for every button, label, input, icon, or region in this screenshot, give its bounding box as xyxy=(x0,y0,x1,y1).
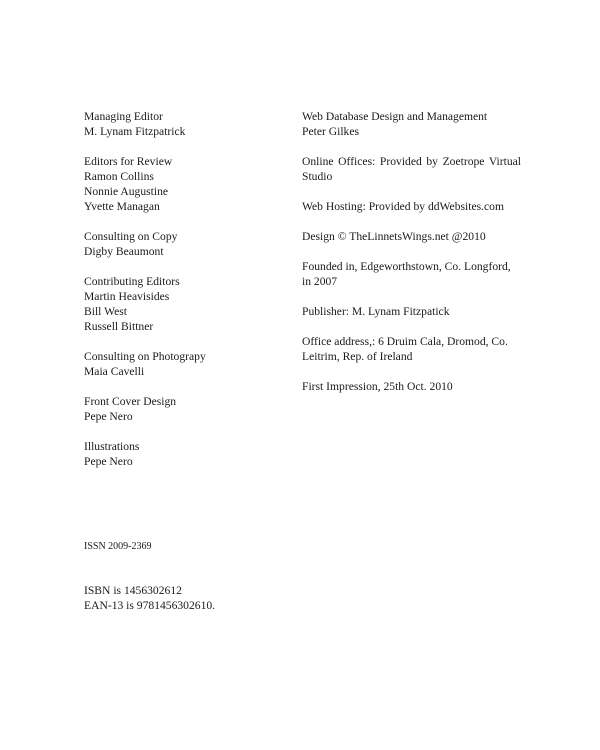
credit-block-contributing-editors xyxy=(84,274,284,334)
credit-heading: Contributing Editors xyxy=(84,275,180,288)
publisher-text: Publisher: M. Lynam Fitzpatick xyxy=(302,305,450,318)
credit-heading: Editors for Review xyxy=(84,155,173,168)
credit-name: Nonnie Augustine xyxy=(84,185,169,198)
credit-heading: Illustrations xyxy=(84,440,140,453)
web-hosting-text: Web Hosting: Provided by ddWebsites.com xyxy=(302,200,504,213)
online-offices-text: Online Offices: Provided by Zoetrope Virtual Studio xyxy=(302,155,521,183)
credit-heading: Consulting on Photograpy xyxy=(84,350,206,363)
credit-name: Martin Heavisides xyxy=(84,290,170,303)
credit-block-illustrations xyxy=(84,439,284,469)
credit-name: Bill West xyxy=(84,305,127,318)
credit-block-front-cover-design xyxy=(84,394,284,424)
credit-name: Pepe Nero xyxy=(84,455,133,468)
masthead-left-column xyxy=(84,109,284,484)
credit-block-managing-editor xyxy=(84,109,284,139)
first-impression-text: First Impression, 25th Oct. 2010 xyxy=(302,380,453,393)
credit-name: Maia Cavelli xyxy=(84,365,145,378)
ean-number: EAN-13 is 9781456302610. xyxy=(84,599,216,612)
isbn-block xyxy=(84,583,215,613)
isbn-number: ISBN is 1456302612 xyxy=(84,584,182,597)
credit-name: Yvette Managan xyxy=(84,200,160,213)
credit-name: M. Lynam Fitzpatrick xyxy=(84,125,186,138)
credit-name: Digby Beaumont xyxy=(84,245,164,258)
office-address-text: Office address,: 6 Druim Cala, Dromod, Co. Leitrim, Rep. of Ireland xyxy=(302,335,508,363)
credit-heading: Web Database Design and Management xyxy=(302,110,488,123)
credit-name: Russell Bittner xyxy=(84,320,154,333)
credit-block-editors-for-review xyxy=(84,154,284,214)
credit-name: Pepe Nero xyxy=(84,410,133,423)
issn-number: ISSN 2009-2369 xyxy=(84,541,152,552)
credit-name: Ramon Collins xyxy=(84,170,154,183)
credit-block-consulting-on-copy xyxy=(84,229,284,259)
credit-block-consulting-on-photography xyxy=(84,349,284,379)
credit-heading: Managing Editor xyxy=(84,110,163,123)
design-credit-text: Design © TheLinnetsWings.net @2010 xyxy=(302,230,486,243)
credit-block-web-database xyxy=(302,109,521,139)
founded-text: Founded in, Edgeworthstown, Co. Longford, in 2007 xyxy=(302,260,511,288)
credit-heading: Consulting on Copy xyxy=(84,230,178,243)
credit-name: Peter Gilkes xyxy=(302,125,359,138)
masthead-right-column xyxy=(302,109,521,409)
credit-heading: Front Cover Design xyxy=(84,395,177,408)
